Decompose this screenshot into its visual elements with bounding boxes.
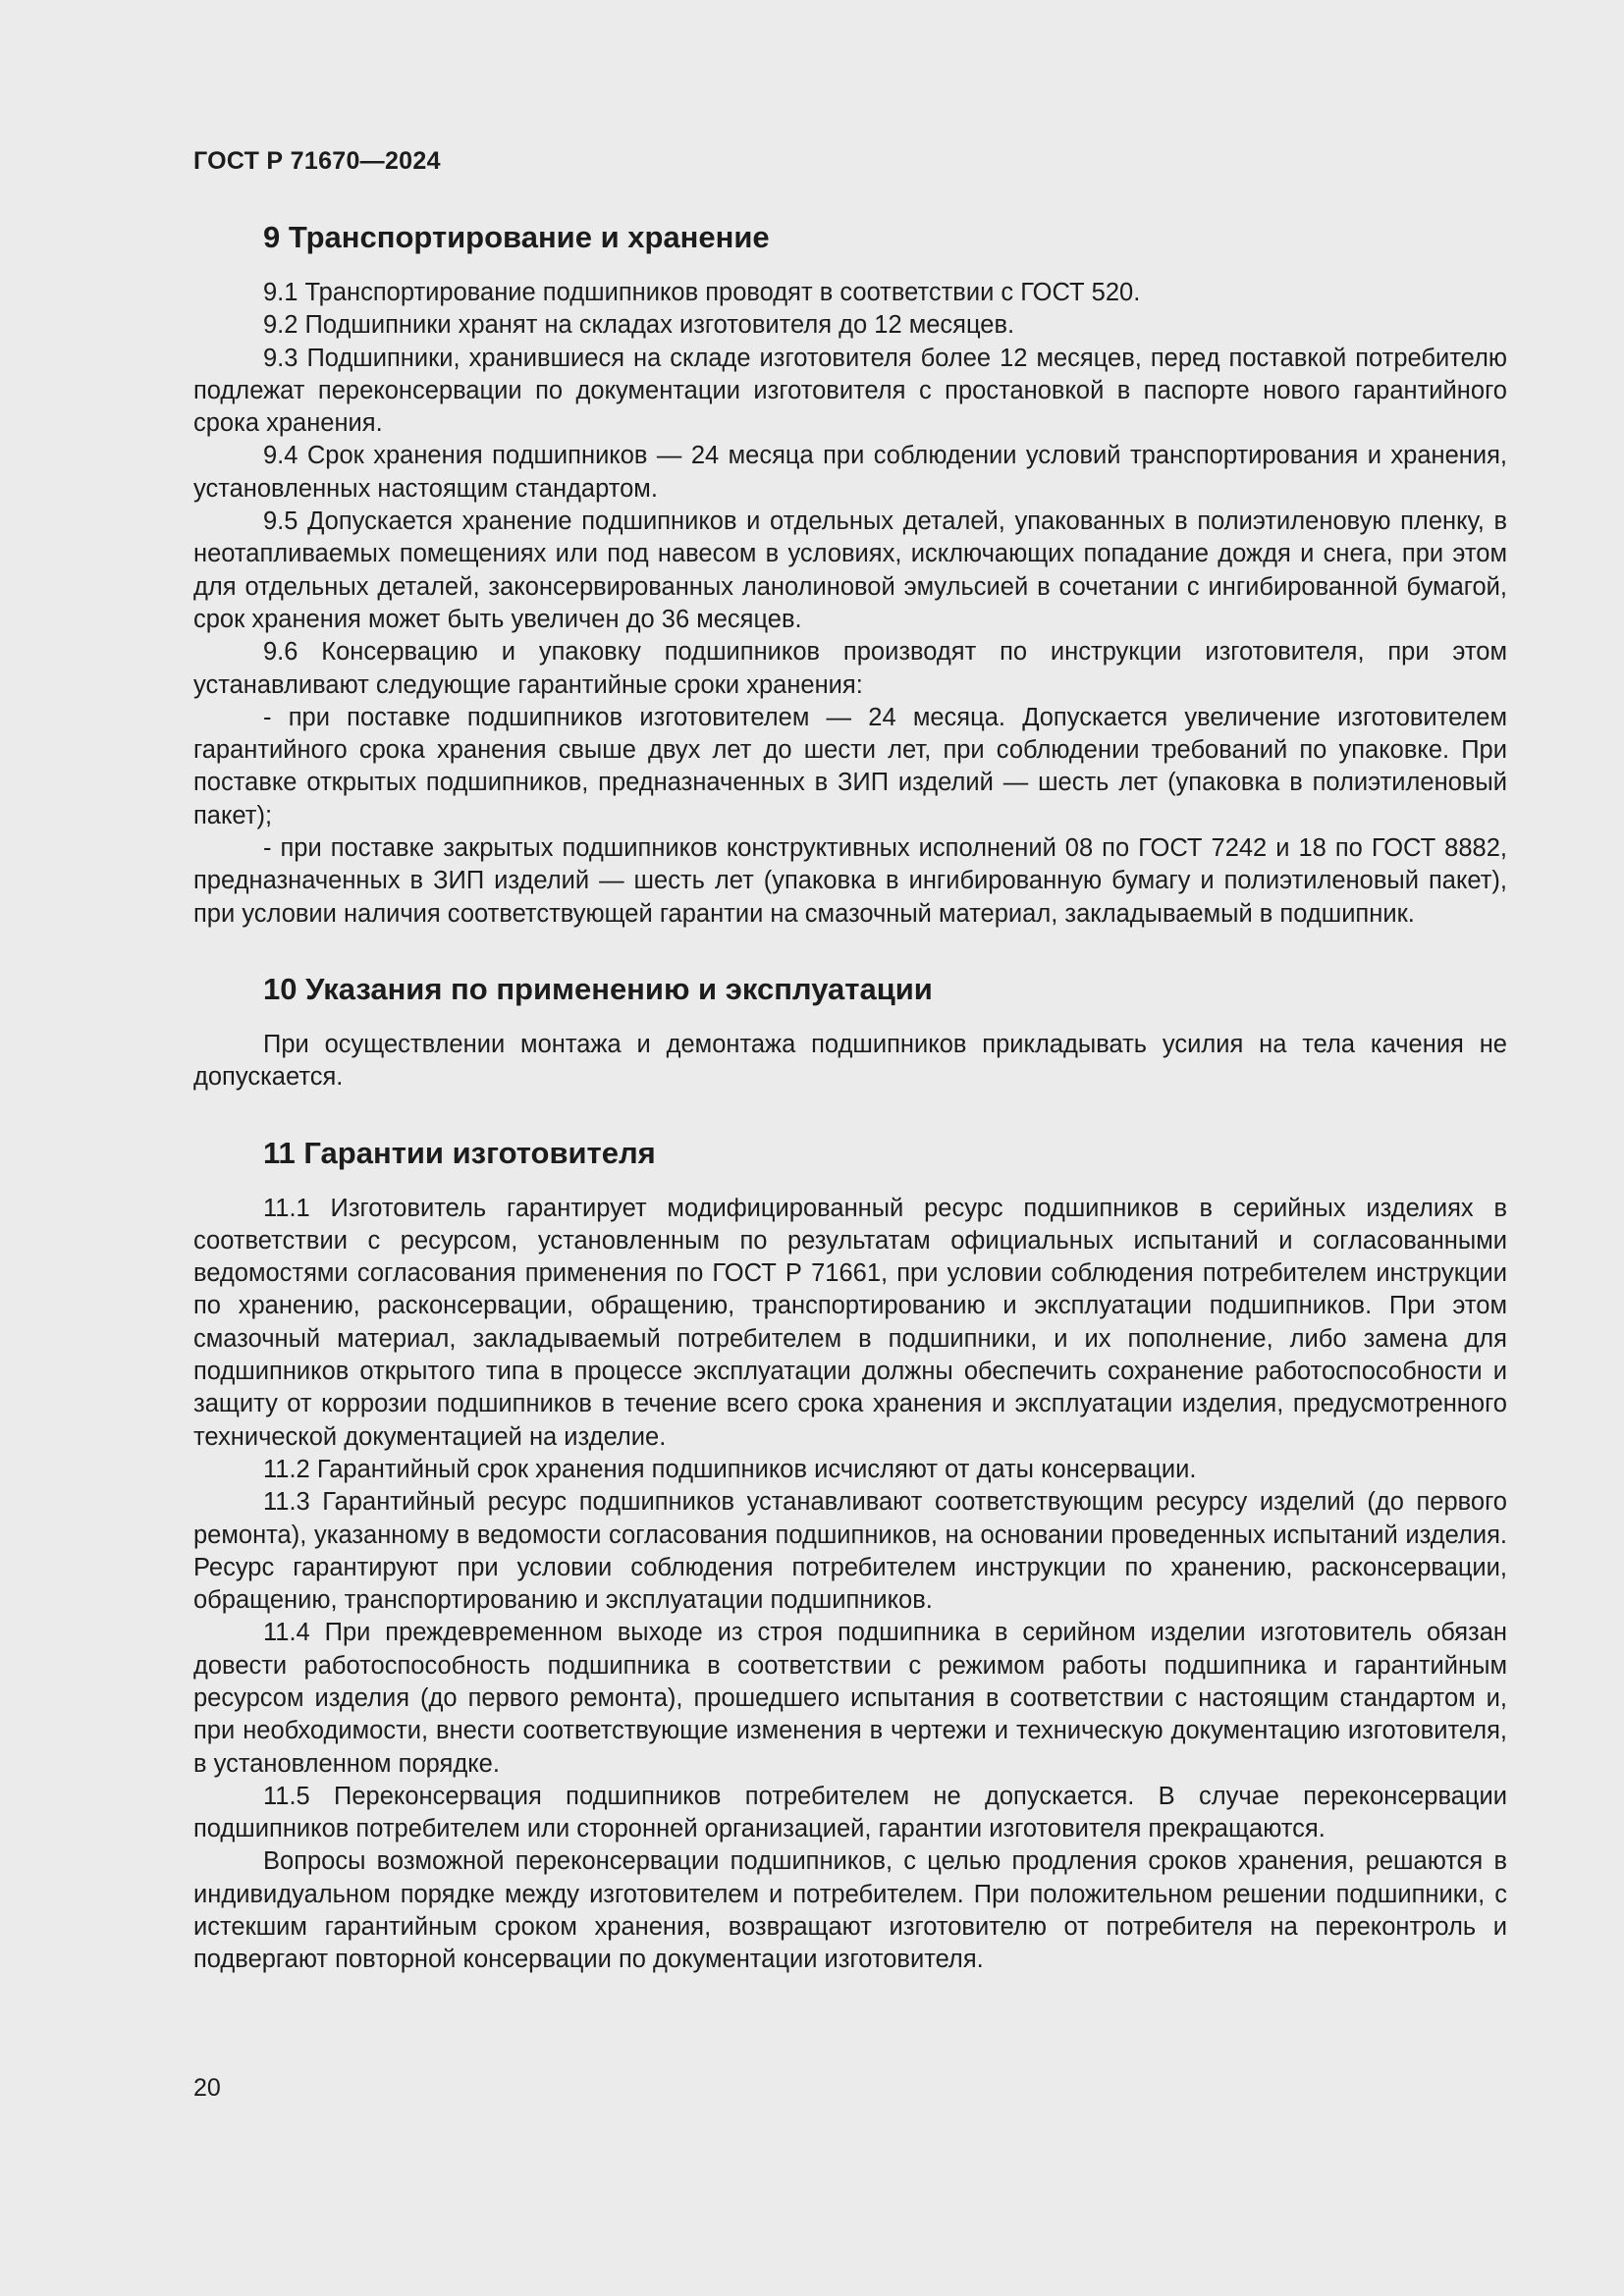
section-9 — [193, 218, 1507, 931]
paragraph-9-1: 9.1 Транспортирование подшипников проводят в соответствии с ГОСТ 520. — [263, 279, 1141, 306]
paragraph-11-4: 11.4 При преждевременном выходе из строя подшипника в серийном изделии изготовитель обязан довести работоспособность подшипника в соответствии с режимом работы подшипника и гарантийным ресурсом изделия (до первого ремонта), прошедшего испытания в соответствии с настоящим стандартом и, при необходимости, внести соответствующие изменения в чертежи и техническую документацию изготовителя, в установленном порядке. — [193, 1619, 1507, 1778]
paragraph-11-3: 11.3 Гарантийный ресурс подшипников устанавливают соответствующим ресурсу изделий (до первого ремонта), указанному в ведомости согласования подшипников, на основании проведенных испытаний изделия. Ресурс гарантируют при условии соблюдения потребителем инструкции по хранению, расконсервации, обращению, транспортированию и эксплуатации подшипников. — [193, 1488, 1507, 1615]
document-body — [193, 218, 1507, 1977]
section-11 — [193, 1134, 1507, 1977]
paragraph-10: При осуществлении монтажа и демонтажа подшипников прикладывать усилия на тела качения не допускается. — [193, 1030, 1507, 1092]
page-number: 20 — [193, 2074, 221, 2102]
paragraph-11-1: 11.1 Изготовитель гарантирует модифицированный ресурс подшипников в серийных изделиях в соответствии с ресурсом, установленным по результатам официальных испытаний и согласованными ведомостями согласования применения по ГОСТ Р 71661, при условии соблюдения потребителем инструкции по хранению, расконсервации, обращению, транспортированию и эксплуатации подшипников. При этом смазочный материал, закладываемый потребителем в подшипники, и их пополнение, либо замена для подшипников открытого типа в процессе эксплуатации должны обеспечить сохранение работоспособности и защиту от коррозии подшипников в течение всего срока хранения и эксплуатации изделия, предусмотренного технической документацией на изделие. — [193, 1194, 1507, 1451]
paragraph-9-6: 9.6 Консервацию и упаковку подшипников производят по инструкции изготовителя, при этом устанавливают следующие гарантийные сроки хранения: — [193, 638, 1507, 699]
document-header: ГОСТ Р 71670—2024 — [193, 147, 441, 175]
list-item-9-6-b: - при поставке закрытых подшипников конструктивных исполнений 08 по ГОСТ 7242 и 18 по ГОСТ 8882, предназначенных в ЗИП изделий — шесть лет (упаковка в ингибированную бумагу и полиэтиленовый пакет), при условии наличия соответствующей гарантии на смазочный материал, закладываемый в подшипник. — [193, 834, 1507, 928]
list-item-9-6-a: - при поставке подшипников изготовителем — 24 месяца. Допускается увеличение изготовителем гарантийного срока хранения свыше двух лет до шести лет, при соблюдении требований по упаковке. При поставке открытых подшипников, предназначенных в ЗИП изделий — шесть лет (упаковка в полиэтиленовый пакет); — [193, 703, 1507, 829]
paragraph-11-5: 11.5 Переконсервация подшипников потребителем не допускается. В случае переконсервации подшипников потребителем или сторонней организацией, гарантии изготовителя прекращаются. — [193, 1782, 1507, 1843]
section-title: 10 Указания по применению и эксплуатации — [263, 971, 933, 1006]
paragraph-11-6: Вопросы возможной переконсервации подшипников, с целью продления сроков хранения, решаются в индивидуальном порядке между изготовителем и потребителем. При положительном решении подшипники, с истекшим гарантийным сроком хранения, возвращают изготовителю от потребителя на переконтроль и подвергают повторной консервации по документации изготовителя. — [193, 1847, 1507, 1974]
section-title: 11 Гарантии изготовителя — [263, 1135, 656, 1170]
paragraph-9-3: 9.3 Подшипники, хранившиеся на складе изготовителя более 12 месяцев, перед поставкой потребителю подлежат переконсервации по документации изготовителя с простановкой в паспорте нового гарантийного срока хранения. — [193, 344, 1507, 438]
section-title: 9 Транспортирование и хранение — [263, 220, 770, 254]
paragraph-9-2: 9.2 Подшипники хранят на складах изготовителя до 12 месяцев. — [263, 311, 1015, 340]
section-10 — [193, 970, 1507, 1095]
paragraph-9-4: 9.4 Срок хранения подшипников — 24 месяца при соблюдении условий транспортирования и хранения, установленных настоящим стандартом. — [193, 442, 1507, 503]
paragraph-11-2: 11.2 Гарантийный срок хранения подшипников исчисляют от даты консервации. — [263, 1455, 1197, 1483]
paragraph-9-5: 9.5 Допускается хранение подшипников и отдельных деталей, упакованных в полиэтиленовую пленку, в неотапливаемых помещениях или под навесом в условиях, исключающих попадание дождя и снега, при этом для отдельных деталей, законсервированных ланолиновой эмульсией в сочетании с ингибированной бумагой, срок хранения может быть увеличен до 36 месяцев. — [193, 507, 1507, 633]
